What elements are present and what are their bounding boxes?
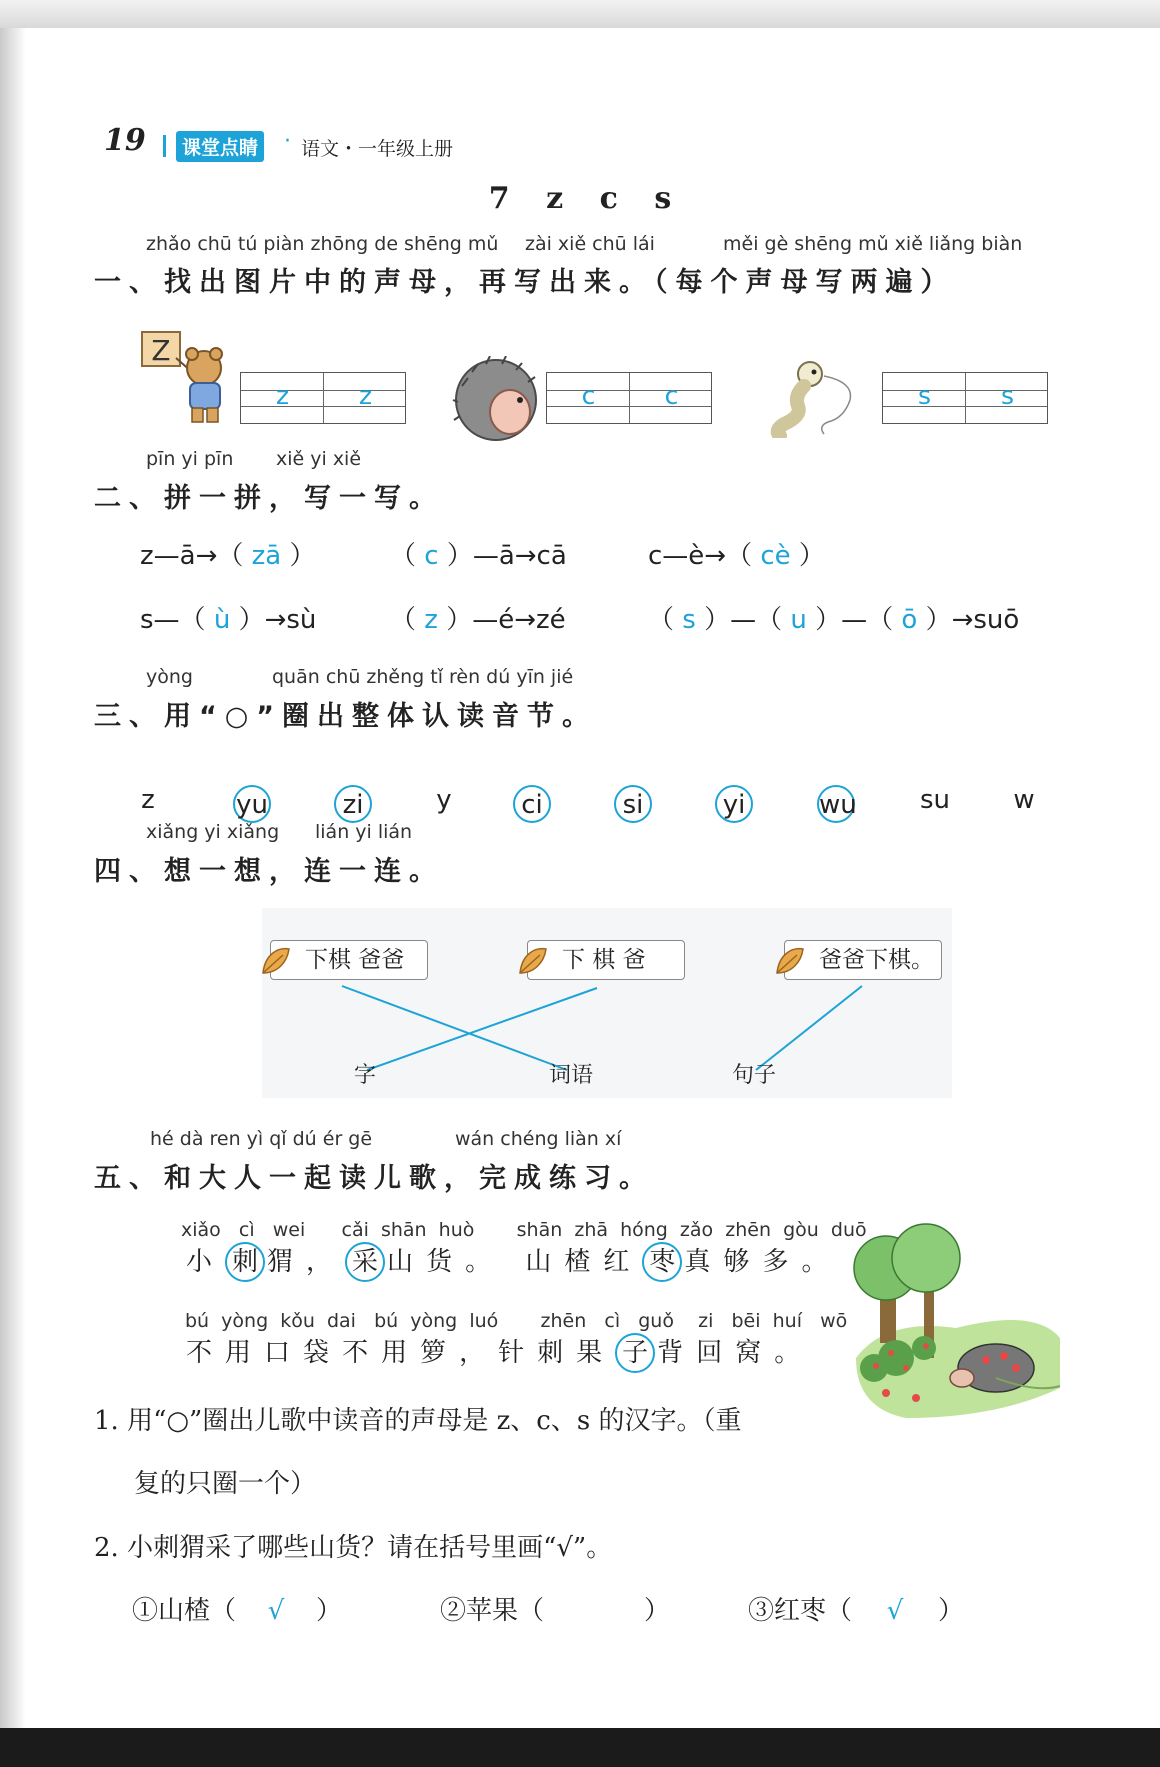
syllable: w bbox=[1013, 785, 1035, 815]
word-card: 下棋 爸爸 bbox=[270, 940, 428, 980]
workbook-page bbox=[0, 28, 1160, 1728]
header-divider bbox=[163, 135, 166, 157]
spell-item: z—ā→（ zā ） bbox=[140, 541, 316, 571]
s5-heading: 五、和大人一起读儿歌，完成练习。 bbox=[94, 1163, 654, 1194]
poem-pinyin-2: bú yòng kǒu dai bú yòng luó zhēn cì guǒ zi bēi huí wō bbox=[185, 1310, 848, 1332]
s4-heading: 四、想一想，连一连。 bbox=[94, 856, 444, 887]
syllable: z bbox=[141, 785, 155, 815]
poem-line-2: 不用口袋不用箩，针刺果 子 背回窝。 bbox=[186, 1332, 813, 1373]
target-char: 字 bbox=[354, 1063, 377, 1088]
answer-letter: s bbox=[917, 381, 932, 410]
hedgehog-illustration bbox=[452, 356, 542, 444]
lesson-title: 7 z c s bbox=[488, 181, 672, 216]
syllable-circled: ci bbox=[509, 785, 555, 823]
header-dot: · bbox=[284, 129, 291, 154]
question-2: 2. 小刺猬采了哪些山货？请在括号里画“√”。 bbox=[94, 1533, 613, 1563]
s1-pinyin-1: zhǎo chū tú piàn zhōng de shēng mǔ bbox=[146, 233, 499, 255]
s3-heading: 三、用“○”圈出整体认读音节。 bbox=[94, 701, 598, 732]
s1-pinyin-3: měi gè shēng mǔ xiě liǎng biàn bbox=[723, 233, 1023, 255]
s2-pinyin-1: pīn yi pīn bbox=[146, 448, 234, 470]
answer-letter: z bbox=[358, 381, 373, 410]
s4-pinyin-1: xiǎng yi xiǎng bbox=[146, 821, 280, 843]
top-shadow-bar bbox=[0, 0, 1160, 28]
svg-text:Z: Z bbox=[151, 334, 171, 367]
spell-item: （ z ）—é→zé bbox=[390, 605, 566, 635]
syllable-circled: yi bbox=[711, 785, 757, 823]
writing-grid-c bbox=[546, 372, 712, 424]
page-number: 19 bbox=[104, 123, 146, 158]
silkworm-illustration bbox=[768, 358, 868, 438]
word-card: 爸爸下棋。 bbox=[784, 940, 942, 980]
spell-item: （ s ）—（ u ）—（ ō ）→suō bbox=[648, 605, 1020, 635]
forest-illustration bbox=[846, 1218, 1068, 1428]
target-sentence: 句子 bbox=[732, 1063, 777, 1088]
poem-pinyin-1: xiǎo cì wei cǎi shān huò shān zhā hóng zǎo zhēn gòu duō bbox=[181, 1219, 867, 1241]
series-badge: 课堂点睛 bbox=[176, 131, 264, 162]
question-1-cont: 复的只圈一个） bbox=[134, 1469, 317, 1499]
spell-item: c—è→（ cè ） bbox=[648, 541, 825, 571]
syllable-circled: wu bbox=[813, 785, 859, 823]
syllable-circled: yu bbox=[229, 785, 275, 823]
s2-heading: 二、拼一拼，写一写。 bbox=[94, 483, 444, 514]
writing-grid-s bbox=[882, 372, 1048, 424]
bear-illustration bbox=[136, 328, 232, 428]
s5-pinyin-2: wán chéng liàn xí bbox=[455, 1128, 622, 1150]
s2-pinyin-2: xiě yi xiě bbox=[276, 448, 362, 470]
answer-letter: c bbox=[581, 381, 596, 410]
syllable: y bbox=[436, 785, 452, 815]
option-apple: ②苹果（ ） bbox=[440, 1596, 671, 1626]
syllable-circled: si bbox=[610, 785, 656, 823]
s1-heading: 一、找出图片中的声母，再写出来。（每个声母写两遍） bbox=[94, 267, 956, 298]
question-1: 1. 用“○”圈出儿歌中读音的声母是 z、c、s 的汉字。（重 bbox=[94, 1406, 742, 1436]
leaf-icon bbox=[773, 945, 807, 977]
s1-pinyin-2: zài xiě chū lái bbox=[525, 233, 655, 255]
leaf-icon bbox=[259, 945, 293, 977]
spell-item: s—（ ù ）→sù bbox=[140, 605, 317, 635]
s3-pinyin-2: quān chū zhěng tǐ rèn dú yīn jié bbox=[272, 666, 574, 688]
option-hawthorn: ①山楂（ √ ） bbox=[132, 1596, 343, 1626]
book-subject: 语文・一年级上册 bbox=[301, 138, 454, 160]
word-card: 下 棋 爸 bbox=[527, 940, 685, 980]
syllable-circled: zi bbox=[330, 785, 376, 823]
s5-pinyin-1: hé dà ren yì qǐ dú ér gē bbox=[150, 1128, 373, 1150]
leaf-icon bbox=[516, 945, 550, 977]
bottom-bar bbox=[0, 1728, 1160, 1767]
writing-grid-z bbox=[240, 372, 406, 424]
syllable: su bbox=[919, 785, 951, 815]
answer-letter: c bbox=[664, 381, 679, 410]
target-word: 词语 bbox=[549, 1063, 594, 1088]
poem-line-1: 小 刺 猬， 采 山货。 山楂红 枣 真够多。 bbox=[186, 1241, 840, 1282]
answer-letter: s bbox=[1000, 381, 1015, 410]
answer-letter: z bbox=[275, 381, 290, 410]
option-red-date: ③红枣（ √ ） bbox=[748, 1596, 965, 1626]
s4-pinyin-2: lián yi lián bbox=[315, 821, 413, 843]
s3-pinyin-1: yòng bbox=[146, 666, 193, 688]
spell-item: （ c ）—ā→cā bbox=[390, 541, 567, 571]
